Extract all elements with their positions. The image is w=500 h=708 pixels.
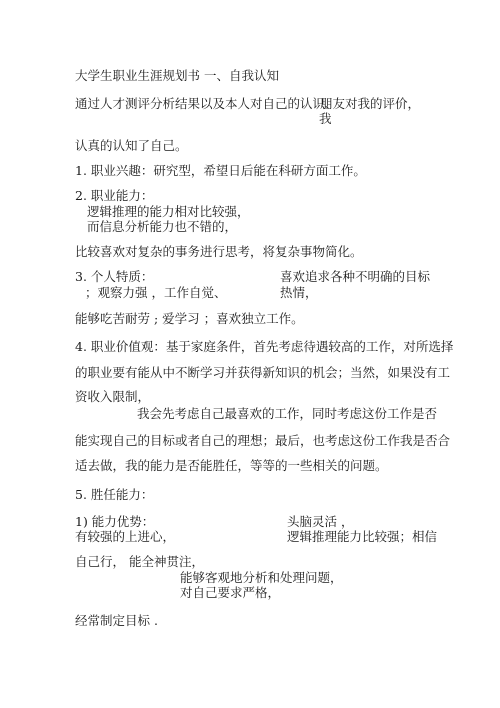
document-title: 大学生职业生涯规划书 一、自我认知 (75, 68, 279, 83)
section-interest: 1. 职业兴趣：研究型，希望日后能在科研方面工作。 (75, 163, 366, 178)
values-line-3: 资收入限制， (75, 389, 151, 404)
traits-line-1: ；观察力强 ，工作自觉、 (85, 285, 227, 300)
values-line-5: 能实现自己的目标或者自己的理想；最后，也考虑这份工作我是否合 (75, 433, 451, 448)
values-line-1: 4. 职业价值观：基于家庭条件，首先考虑待遇较高的工作，对所选择 (75, 339, 454, 354)
traits-line-2: 能够吃苦耐劳 ; 爱学习 ；喜欢独立工作。 (75, 311, 304, 326)
ability-line-2: 而信息分析能力也不错的， (87, 219, 238, 234)
ability-line-1: 逻辑推理的能力相对比较强， (87, 204, 250, 219)
competence-subheading: 1) 能力优势： (75, 514, 155, 529)
competence-line-5: 经常制定目标 . (75, 613, 158, 628)
competence-right-2: 逻辑推理能力比较强；相信 (287, 529, 438, 544)
competence-line-1: 有较强的上进心， (75, 529, 176, 544)
competence-line-2: 自己行， 能全神贯注， (75, 554, 204, 569)
competence-line-4: 对自己要求严格， (180, 585, 281, 600)
values-line-2: 的职业要有能从中不断学习并获得新知识的机会；当然，如果没有工 (75, 365, 451, 380)
intro-line-2: 认真的认知了自己。 (75, 138, 188, 153)
section-ability-heading: 2. 职业能力： (75, 188, 154, 203)
section-competence-heading: 5. 胜任能力： (75, 487, 154, 502)
traits-right-1: 喜欢追求各种不明确的目标 (280, 269, 431, 284)
competence-line-3: 能够客观地分析和处理问题， (180, 570, 343, 585)
section-traits-heading: 3. 个人特质： (75, 269, 154, 284)
intro-line-1: 通过人才测评分析结果以及本人对自己的认识、 (75, 96, 338, 111)
competence-right-1: 头脑灵活 ， (287, 514, 354, 529)
traits-right-2: 热情， (280, 285, 318, 300)
ability-line-3: 比较喜欢对复杂的事务进行思考，将复杂事物简化。 (75, 244, 363, 259)
values-line-6: 适去做，我的能力是否能胜任，等等的一些相关的问题。 (75, 458, 388, 473)
intro-line-1-right: 朋友对我的评价， (320, 96, 421, 111)
values-line-4: 我会先考虑自己最喜欢的工作，同时考虑这份工作是否 (137, 406, 438, 421)
intro-line-1-wrap: 我 (319, 111, 332, 126)
